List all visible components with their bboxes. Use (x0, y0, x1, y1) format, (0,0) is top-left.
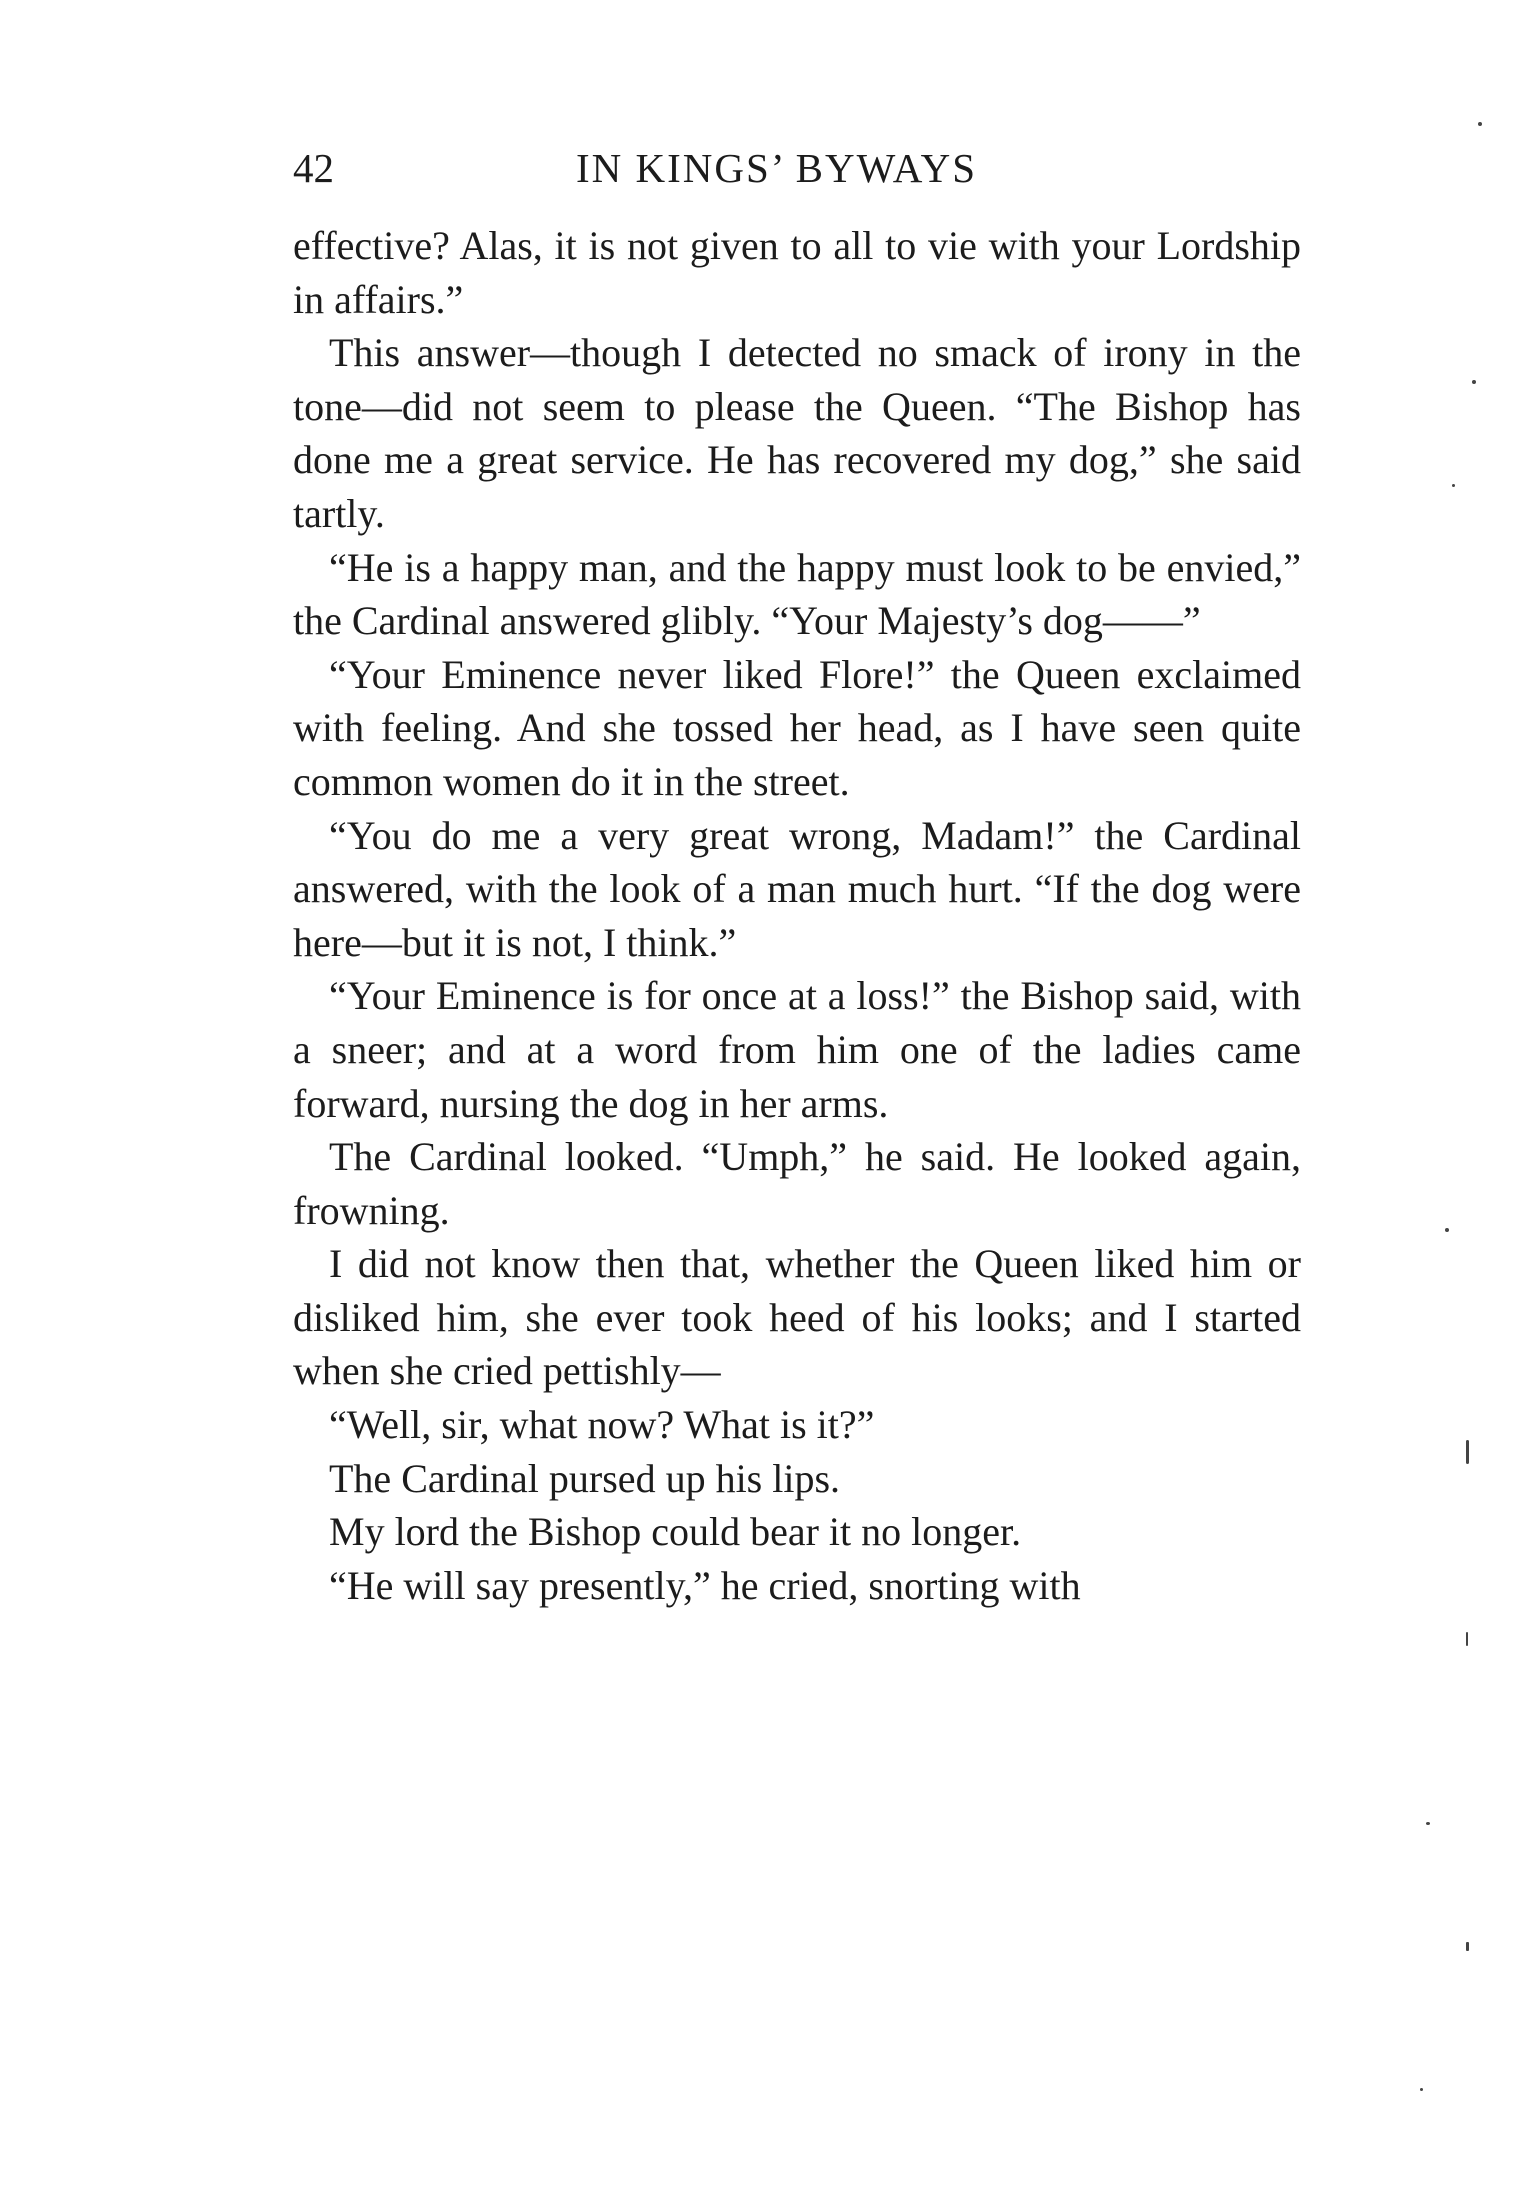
paragraph: “Well, sir, what now? What is it?” (329, 1402, 875, 1448)
scan-speck (1478, 122, 1482, 126)
paragraph-continued: effective? Alas, it is not given to all to vie with your Lordship in affairs.” (293, 223, 1301, 322)
paragraph: My lord the Bishop could bear it no longer. (329, 1509, 1022, 1555)
scan-speck (1472, 380, 1476, 384)
scan-speck (1466, 1440, 1469, 1464)
body-text (293, 219, 1301, 1612)
scan-speck (1466, 1942, 1469, 1951)
paragraph: “Your Eminence never liked Flore!” the Queen exclaimed with feeling. And she tossed her head, as I have seen quite common women do it in the street. (293, 651, 1301, 804)
page-number: 42 (293, 145, 334, 191)
scan-speck (1452, 484, 1455, 487)
paragraph: I did not know then that, whether the Queen liked him or disliked him, she ever took heed of his looks; and I started when she cried pettishly— (293, 1241, 1301, 1394)
scan-speck (1445, 1228, 1449, 1232)
paragraph: “You do me a very great wrong, Madam!” the Cardinal answered, with the look of a man much hurt. “If the dog were here—but it is not, I think.” (293, 812, 1301, 965)
paragraph: “He will say presently,” he cried, snorting with (329, 1562, 1081, 1608)
running-title: IN KINGS’ BYWAYS (576, 145, 978, 191)
paragraph: The Cardinal looked. “Umph,” he said. He looked again, frowning. (293, 1134, 1301, 1233)
scan-speck (1466, 1632, 1468, 1646)
scan-speck (1420, 2088, 1423, 2091)
running-head (293, 138, 1303, 198)
scan-speck (1426, 1822, 1430, 1825)
paragraph: This answer—though I detected no smack of irony in the tone—did not seem to please the Queen. “The Bishop has done me a great service. He has recovered my dog,” she said tartly. (293, 330, 1301, 536)
paragraph: “Your Eminence is for once at a loss!” the Bishop said, with a sneer; and at a word from him one of the ladies came forward, nursing the dog in her arms. (293, 973, 1301, 1126)
paragraph: “He is a happy man, and the happy must look to be envied,” the Cardinal answered glibly. “Your Majesty’s dog——” (293, 544, 1301, 644)
paragraph: The Cardinal pursed up his lips. (329, 1455, 841, 1501)
